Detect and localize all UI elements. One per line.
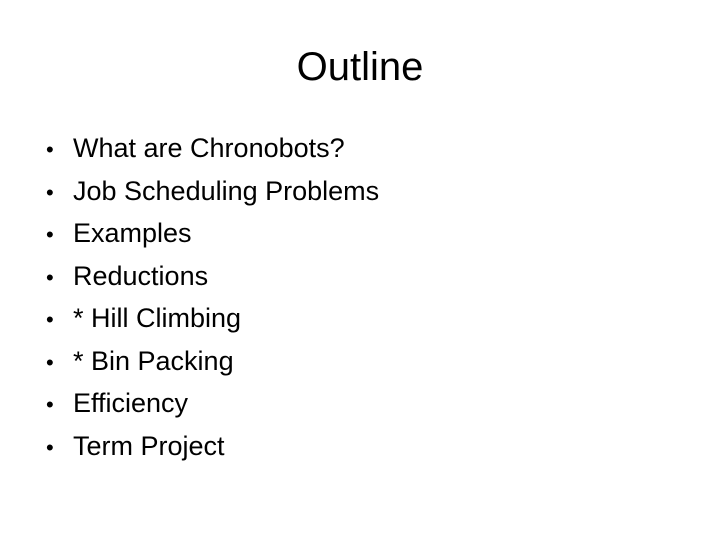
- list-item: [46, 255, 686, 298]
- list-item-text: * Bin Packing: [73, 345, 234, 376]
- slide-title: [0, 42, 720, 92]
- bullet-icon: •: [46, 434, 54, 460]
- list-item-text: Reductions: [73, 260, 209, 291]
- list-item-text: * Hill Climbing: [73, 303, 242, 333]
- list-item: [46, 382, 686, 425]
- bullet-icon: •: [46, 307, 54, 332]
- bullet-icon: •: [46, 264, 54, 290]
- slide-title-text: Outline: [296, 45, 424, 89]
- bullet-icon: •: [46, 392, 54, 417]
- list-item: [46, 212, 686, 255]
- list-item-text: Examples: [73, 218, 192, 248]
- list-item: [46, 297, 686, 340]
- bullet-list: [46, 127, 686, 467]
- bullet-icon: •: [46, 222, 54, 247]
- list-item-text: Job Scheduling Problems: [73, 175, 380, 206]
- bullet-icon: •: [46, 179, 54, 205]
- bullet-icon: •: [46, 349, 54, 375]
- list-item: [46, 170, 686, 213]
- bullet-icon: •: [46, 137, 54, 162]
- list-item: [46, 340, 686, 383]
- list-item: [46, 425, 686, 468]
- list-item: [46, 127, 686, 170]
- list-item-text: Efficiency: [73, 388, 189, 418]
- list-item-text: Term Project: [73, 430, 225, 461]
- list-item-text: What are Chronobots?: [73, 133, 345, 163]
